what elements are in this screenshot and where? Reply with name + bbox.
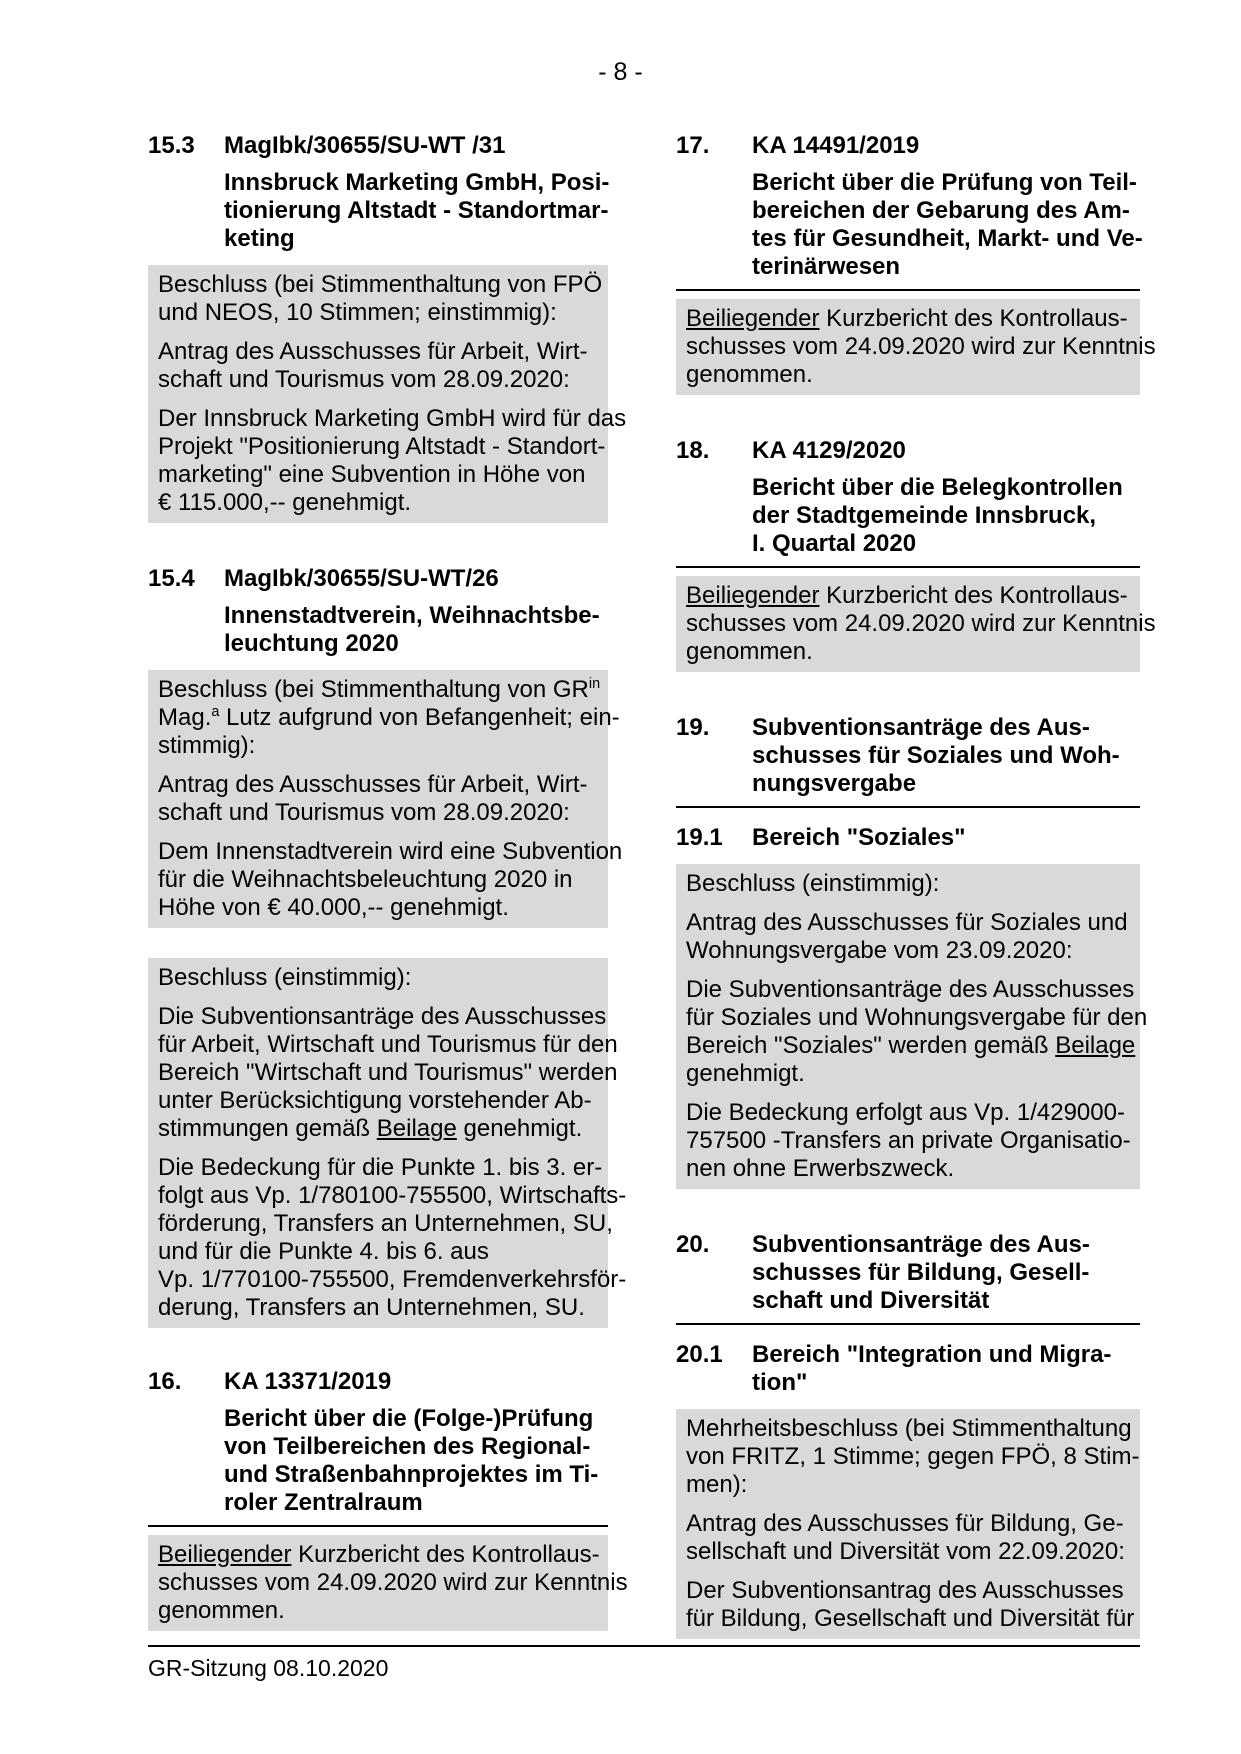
agenda-item-header <box>676 437 1140 568</box>
agenda-item-header <box>148 565 608 658</box>
decision-block <box>148 265 627 523</box>
page-number: - 8 - <box>598 58 643 86</box>
item-heading-first-line: Subventionsanträge des Aus- <box>752 1231 1090 1258</box>
underlined-text: Beiliegender <box>686 582 820 609</box>
decision-paragraph: Beschluss (einstimmig): <box>158 964 412 991</box>
decision-paragraph: Der Subventionsantrag des Ausschusses für Bildung, Gesellschaft und Diversität für <box>686 1577 1135 1632</box>
decision-block <box>148 958 627 1328</box>
item-number: 19.1 <box>676 824 723 851</box>
decision-paragraph: Der Innsbruck Marketing GmbH wird für das Projekt "Positionierung Altstadt - Standort- marketing" eine Subvention in Höhe von € 115.000,-- genehmigt. <box>158 405 627 516</box>
item-number: 20.1 <box>676 1341 723 1368</box>
item-heading-continuation: Innenstadtverein, Weihnachtsbe- leuchtung 2020 <box>224 602 600 657</box>
item-heading-first-line: MagIbk/30655/SU-WT/26 <box>224 565 499 592</box>
item-heading-first-line: Bereich "Integration und Migra- <box>752 1341 1112 1368</box>
decision-paragraph: Beiliegender Kurzbericht des Kontrollaus- schusses vom 24.09.2020 wird zur Kenntnis genommen. <box>686 305 1156 388</box>
superscript-text: in <box>588 676 601 692</box>
decision-paragraph: Dem Innenstadtverein wird eine Subvention für die Weihnachtsbeleuchtung 2020 in Höhe von € 40.000,-- genehmigt. <box>158 838 623 921</box>
decision-paragraph: Die Bedeckung für die Punkte 1. bis 3. er- folgt aus Vp. 1/780100-755500, Wirtschafts- förderung, Transfers an Unternehmen, SU, und für die Punkte 4. bis 6. aus Vp. 1/770100-755500, Fremdenverkehrsför- derung, Transfers an Unternehmen, SU. <box>158 1154 627 1321</box>
decision-paragraph: Beiliegender Kurzbericht des Kontrollaus- schusses vom 24.09.2020 wird zur Kenntnis genommen. <box>158 1541 628 1624</box>
agenda-item-header <box>148 1368 608 1527</box>
agenda-item-header <box>676 1231 1140 1325</box>
item-heading-continuation: Bericht über die (Folge-)Prüfung von Teilbereichen des Regional- und Straßenbahnprojektes im Ti- roler Zentralraum <box>224 1405 599 1516</box>
decision-paragraph: Die Bedeckung erfolgt aus Vp. 1/429000- 757500 -Transfers an private Organisatio- nen ohne Erwerbszweck. <box>686 1099 1131 1182</box>
decision-paragraph: Antrag des Ausschusses für Arbeit, Wirt- schaft und Tourismus vom 28.09.2020: <box>158 338 588 393</box>
decision-paragraph: Antrag des Ausschusses für Soziales und Wohnungsvergabe vom 23.09.2020: <box>686 909 1128 964</box>
item-number: 17. <box>676 132 710 159</box>
decision-paragraph: Die Subventionsanträge des Ausschusses für Arbeit, Wirtschaft und Tourismus für den Bereich "Wirtschaft und Tourismus" werden unter Berücksichtigung vorstehender Ab- stimmungen gemäß Beilage genehmigt. <box>158 1003 618 1142</box>
footer-text: GR-Sitzung 08.10.2020 <box>148 1655 389 1681</box>
item-number: 18. <box>676 437 710 464</box>
right-column <box>676 132 1156 1639</box>
item-heading-first-line: Subventionsanträge des Aus- <box>752 714 1090 741</box>
decision-paragraph: Beschluss (bei Stimmenthaltung von FPÖ und NEOS, 10 Stimmen; einstimmig): <box>158 271 603 326</box>
superscript-text: a <box>211 704 220 720</box>
agenda-item-header <box>148 132 608 253</box>
item-heading-continuation: tion" <box>752 1369 808 1396</box>
decision-block <box>148 670 623 928</box>
item-number: 19. <box>676 714 710 741</box>
item-heading-continuation: Bericht über die Prüfung von Teil- bereichen der Gebarung des Am- tes für Gesundheit, Markt- und Ve- terinärwesen <box>752 169 1143 280</box>
item-heading-continuation: Bericht über die Belegkontrollen der Stadtgemeinde Innsbruck, I. Quartal 2020 <box>752 474 1123 557</box>
decision-paragraph: Beiliegender Kurzbericht des Kontrollaus- schusses vom 24.09.2020 wird zur Kenntnis genommen. <box>686 582 1156 665</box>
underlined-text: Beiliegender <box>686 305 820 332</box>
decision-block <box>148 1535 628 1631</box>
decision-paragraph: Die Subventionsanträge des Ausschusses für Soziales und Wohnungsvergabe für den Bereich "Soziales" werden gemäß Beilage genehmigt. <box>686 976 1148 1087</box>
decision-paragraph: Antrag des Ausschusses für Arbeit, Wirt- schaft und Tourismus vom 28.09.2020: <box>158 771 588 826</box>
item-number: 20. <box>676 1231 710 1258</box>
decision-paragraph: Antrag des Ausschusses für Bildung, Ge- sellschaft und Diversität vom 22.09.2020: <box>686 1510 1125 1565</box>
item-heading-continuation: Innsbruck Marketing GmbH, Posi- tionierung Altstadt - Standortmar- keting <box>224 169 610 252</box>
item-number: 16. <box>148 1368 182 1395</box>
decision-paragraph: Beschluss (bei Stimmenthaltung von $GR^{in}$ Mag.$^a$ Lutz aufgrund von Befangenheit; ein- stimmig): <box>158 676 620 759</box>
item-heading-first-line: Bereich "Soziales" <box>752 824 966 851</box>
decision-block <box>676 864 1148 1189</box>
decision-block <box>676 576 1156 672</box>
agenda-item-header <box>676 132 1143 291</box>
decision-paragraph: Mehrheitsbeschluss (bei Stimmenthaltung von FRITZ, 1 Stimme; gegen FPÖ, 8 Stim- men): <box>686 1415 1140 1498</box>
agenda-item-header <box>676 824 1140 852</box>
decision-block <box>676 1409 1140 1639</box>
item-heading-continuation: schusses für Bildung, Gesell- schaft und Diversität <box>752 1259 1090 1314</box>
underlined-text: Beilage <box>1055 1032 1136 1059</box>
item-heading-continuation: schusses für Soziales und Woh- nungsvergabe <box>752 742 1120 797</box>
footer-divider <box>148 1645 1140 1647</box>
item-heading-first-line: KA 14491/2019 <box>752 132 920 159</box>
agenda-item-header <box>676 1341 1140 1397</box>
agenda-item-header <box>676 714 1140 808</box>
underlined-text: Beilage <box>376 1115 457 1142</box>
item-heading-first-line: KA 4129/2020 <box>752 437 906 464</box>
underlined-text: Beiliegender <box>158 1541 292 1568</box>
item-heading-first-line: MagIbk/30655/SU-WT /31 <box>224 132 506 159</box>
item-number: 15.3 <box>148 132 195 159</box>
decision-block <box>676 299 1156 395</box>
item-number: 15.4 <box>148 565 195 592</box>
item-heading-first-line: KA 13371/2019 <box>224 1368 392 1395</box>
decision-paragraph: Beschluss (einstimmig): <box>686 870 940 897</box>
left-column <box>148 132 628 1631</box>
